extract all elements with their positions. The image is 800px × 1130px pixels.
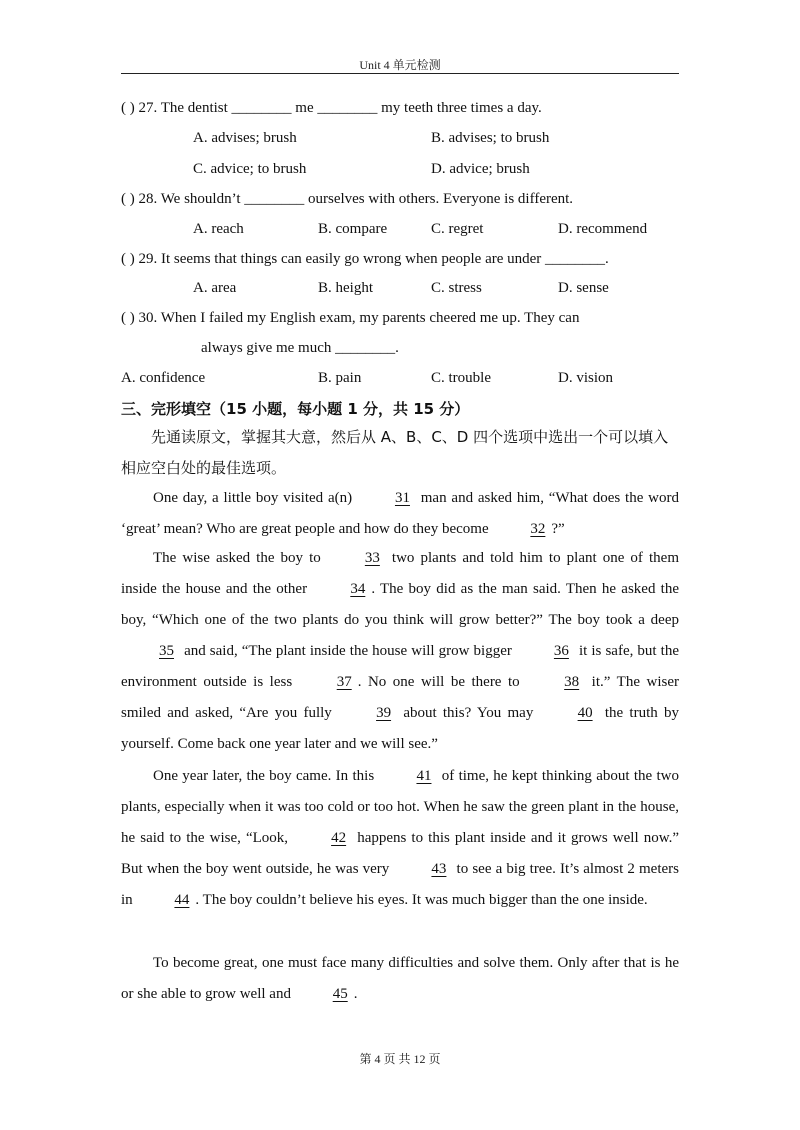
passage-text: about this? You may [397,705,540,721]
blank-31: 31 [394,490,410,506]
q28-option-d: D. recommend [558,221,648,237]
q29-option-c: C. stress [431,280,482,296]
passage-text: . The boy did as the man said. Then he asked the boy, “Which one of the two plants do you think will grow better?” The boy took a deep [121,581,679,628]
passage-text: . [353,986,358,1002]
blank-36: 36 [553,643,569,659]
passage-text: two plants and told him to plant one of them inside the house and the other [121,550,679,597]
passage-text: to see a big tree. It’s almost 2 meters in [121,861,679,908]
passage-text: and said, “The plant inside the house will grow bigger [180,643,516,659]
section-instruction-line1: 先通读原文，掌握其大意，然后从 A、B、C、D 四个选项中选出一个可以填入 [151,428,669,446]
blank-42: 42 [331,830,347,846]
passage-paragraph-3 [121,761,679,916]
q27-option-b: B. advises; to brush [431,130,550,146]
blank-40: 40 [577,705,593,721]
question-30-stem-continued: always give me much ________. [201,340,399,356]
q30-option-d: D. vision [558,370,614,386]
question-28-stem: ( ) 28. We shouldn’t ________ ourselves with others. Everyone is different. [121,191,574,207]
passage-text: One day, a little boy visited a(n) [153,490,357,506]
blank-37: 37 [336,674,352,690]
section-title-cloze: 三、完形填空（15 小题，每小题 1 分，共 15 分） [121,400,470,418]
passage-text: The wise asked the boy to [153,550,327,566]
passage-text: it is safe, but the environment outside is less [121,643,679,690]
blank-39: 39 [376,705,392,721]
q27-option-a: A. advises; brush [193,130,297,146]
q27-option-d: D. advice; brush [431,161,530,177]
q27-option-c: C. advice; to brush [193,161,307,177]
blank-33: 33 [364,550,380,566]
question-29-stem: ( ) 29. It seems that things can easily go wrong when people are under ________. [121,251,609,267]
blank-44: 44 [174,892,190,908]
q30-option-a: A. confidence [121,370,206,386]
blank-45: 45 [332,986,348,1002]
q30-option-b: B. pain [318,370,362,386]
passage-text: . No one will be there to [357,674,527,690]
blank-43: 43 [431,861,447,877]
passage-text: To become great, one must face many difficulties and solve them. Only after that is he or she able to grow well and [121,955,679,1002]
section-instruction-line2: 相应空白处的最佳选项。 [121,459,287,477]
q29-option-d: D. sense [558,280,609,296]
passage-text: One year later, the boy came. In this [153,768,379,784]
blank-41: 41 [416,768,432,784]
header-divider [121,73,679,74]
q29-option-a: A. area [193,280,237,296]
passage-text: happens to this plant inside and it grows well now.” But when the boy went outside, he was very [121,830,679,877]
page-footer-number: 第 4 页 共 12 页 [359,1052,441,1066]
question-27-stem: ( ) 27. The dentist ________ me ________ my teeth three times a day. [121,100,542,116]
q30-option-c: C. trouble [431,370,491,386]
passage-text: the truth by yourself. Come back one year later and we will see.” [121,705,680,752]
passage-paragraph-4 [121,948,679,1010]
passage-text: it.” The wiser smiled and asked, “Are you fully [121,674,679,721]
q28-option-a: A. reach [193,221,244,237]
passage-text: man and asked him, “What does the word ‘great’ mean? Who are great people and how do they become [121,490,679,537]
blank-32: 32 [530,521,546,537]
q28-option-b: B. compare [318,221,388,237]
passage-text: ?” [551,521,565,537]
q29-option-b: B. height [318,280,373,296]
blank-35: 35 [159,643,174,659]
page-header-title: Unit 4 单元检测 [359,58,441,72]
question-30-stem: ( ) 30. When I failed my English exam, my parents cheered me up. They can [121,310,580,326]
blank-38: 38 [564,674,580,690]
passage-text: of time, he kept thinking about the two plants, especially when it was too cold or too hot. When he saw the green plant in the house, he said to the wise, “Look, [121,768,679,846]
q28-option-c: C. regret [431,221,484,237]
passage-paragraph-1 [121,483,679,545]
passage-paragraph-2 [121,543,679,760]
blank-34: 34 [350,581,366,597]
passage-text: . The boy couldn’t believe his eyes. It was much bigger than the one inside. [195,892,648,908]
